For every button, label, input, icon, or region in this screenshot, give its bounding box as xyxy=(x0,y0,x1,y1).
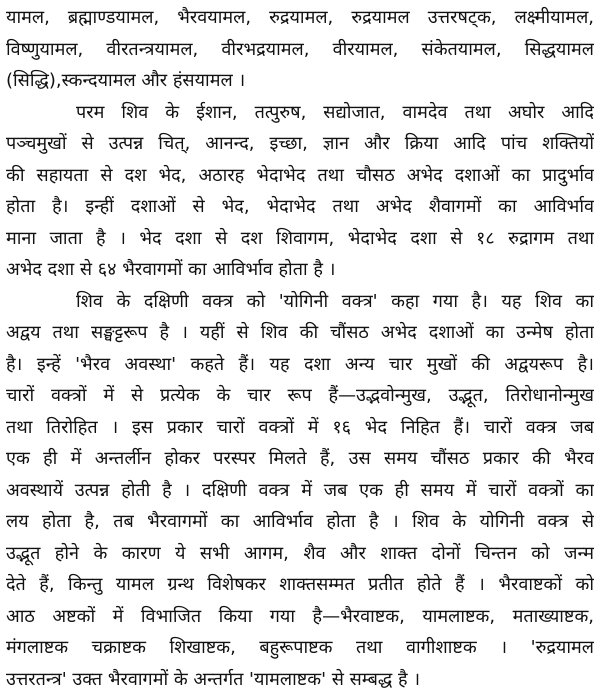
text-line: परम शिव के ईशान, तत्पुरुष, सद्योजात, वामदेव तथा अघोर आदि xyxy=(76,101,594,123)
text-line: अभेद दशा से ६४ भैरवागमों का आविर्भाव होता है । xyxy=(6,259,336,280)
text-line: अवस्थायें उत्पन्न होती है । दक्षिणी वक्त्र में जब एक ही समय में चारों वक्त्रों का xyxy=(6,479,594,501)
text-line: अद्वय तथा सङ्घट्टरूप है । यहीं से शिव की चौंसठ अभेद दशाओं का उन्मेष होता xyxy=(6,322,594,343)
text-line: आठ अष्टकों में विभाजित किया गया है—भैरवाष्टक, यामलाष्टक, मताख्याष्टक, xyxy=(6,605,594,627)
text-line: उद्भूत होने के कारण ये सभी आगम, शैव और शाक्त दोनों चिन्तन को जन्म xyxy=(6,542,594,564)
text-line: (सिद्धि),स्कन्दयामल और हंसयामल । xyxy=(6,70,246,91)
text-line: शिव के दक्षिणी वक्त्र को 'योगिनी वक्त्र' कहा गया है। यह शिव का xyxy=(76,290,594,312)
text-line: माना जाता है । भेद दशा से दश शिवागम, भेदाभेद दशा से १८ रुद्रागम तथा xyxy=(6,227,594,249)
text-line: लय होता है, तब भैरवागमों का आविर्भाव होता है । शिव के योगिनी वक्त्र से xyxy=(6,511,594,532)
text-line: एक ही में अन्तर्लीन होकर परस्पर मिलते हैं, उस समय चौंसठ प्रकार की भैरव xyxy=(6,448,594,469)
text-line: विष्णुयामल, वीरतन्त्रयामल, वीरभद्रयामल, वीरयामल, संकेतयामल, सिद्धयामल xyxy=(6,38,594,60)
text-line: चारों वक्त्रों में से प्रत्येक के चार रूप हैं—उद्भवोन्मुख, उद्भूत, तिरोधानोन्मुख xyxy=(6,385,594,406)
text-line: मंगलाष्टक चक्राष्टक शिखाष्टक, बहुरूपाष्टक तथा वागीशाष्टक । 'रुद्रयामल xyxy=(6,637,594,658)
text-line: है। इन्हें 'भैरव अवस्था' कहते हैं। यह दशा अन्य चार मुखों की अद्वयरूप है। xyxy=(6,353,594,375)
text-line: होता है। इन्हीं दशाओं से भेद, भेदाभेद तथा अभेद शैवागमों का आविर्भाव xyxy=(6,196,594,217)
text-line: की सहायता से दश भेद, अठारह भेदाभेद तथा चौसठ अभेद दशाओं का प्रादुर्भाव xyxy=(6,164,594,186)
paragraph-param-shiva xyxy=(6,97,594,286)
paragraph-yogini-vaktra xyxy=(6,286,594,696)
paragraph-yamal-list xyxy=(6,2,594,97)
text-line: पञ्चमुखों से उत्पन्न चित्, आनन्द, इच्छा, ज्ञान और क्रिया आदि पांच शक्तियों xyxy=(6,133,594,154)
text-line: यामल, ब्रह्माण्डयामल, भैरवयामल, रुद्रयामल, रुद्रयामल उत्तरषट्क, लक्ष्मीयामल, xyxy=(6,7,594,28)
text-line: तथा तिरोहित । इस प्रकार चारों वक्त्रों में १६ भेद निहित हैं। चारों वक्त्र जब xyxy=(6,416,594,438)
text-line: उत्तरतन्त्र' उक्त भैरवागमों के अन्तर्गत 'यामलाष्टक' से सम्बद्ध है । xyxy=(6,668,421,690)
text-line: देते हैं, किन्तु यामल ग्रन्थ विशेषकर शाक्तसम्मत प्रतीत होते हैं । भैरवाष्टकों को xyxy=(6,574,594,595)
